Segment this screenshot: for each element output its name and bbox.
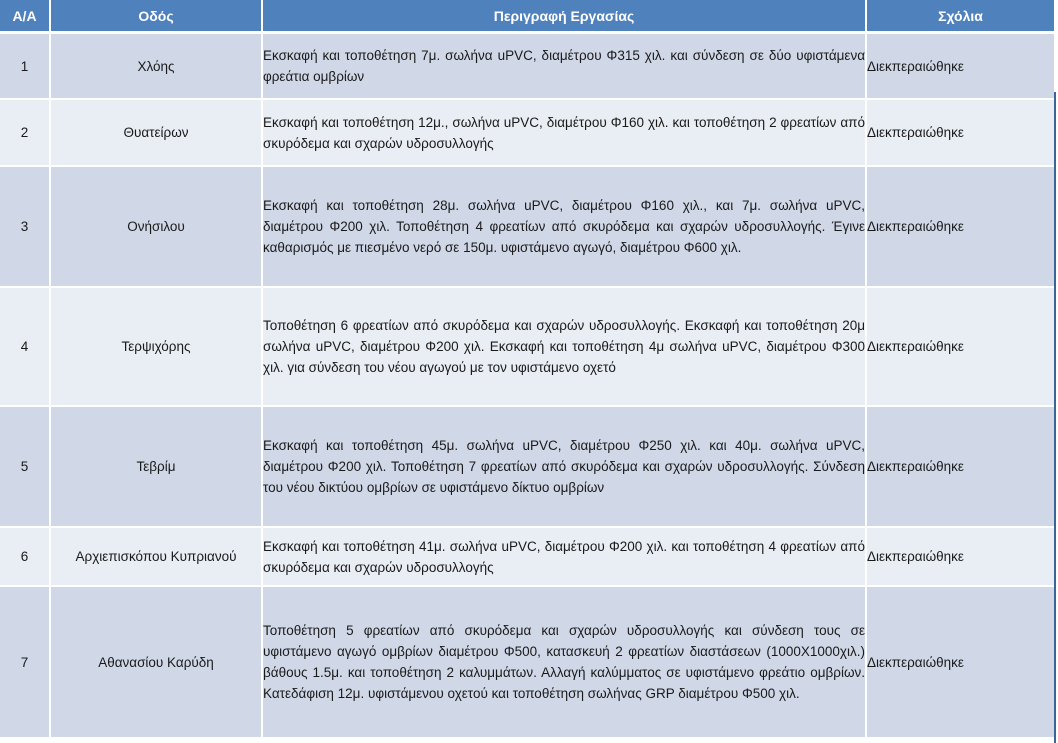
row-street: Τερψιχόρης xyxy=(51,288,263,407)
table-row xyxy=(0,167,1054,288)
slide-right-edge-line xyxy=(1054,92,1056,743)
row-street: Τεβρίμ xyxy=(51,407,263,528)
row-street: Ονήσιλου xyxy=(51,167,263,288)
row-street: Θυατείρων xyxy=(51,100,263,167)
table-row xyxy=(0,407,1054,528)
row-num: 1 xyxy=(0,34,51,100)
row-num: 2 xyxy=(0,100,51,167)
row-num: 5 xyxy=(0,407,51,528)
row-num: 4 xyxy=(0,288,51,407)
row-street: Αθανασίου Καρύδη xyxy=(51,587,263,739)
row-comment: Διεκπεραιώθηκε xyxy=(867,528,1054,587)
row-comment: Διεκπεραιώθηκε xyxy=(867,288,1054,407)
row-comment: Διεκπεραιώθηκε xyxy=(867,587,1054,739)
row-description: Εκσκαφή και τοποθέτηση 28μ. σωλήνα uPVC, διαμέτρου Φ160 χιλ., και 7μ. σωλήνα uPVC, διαμέτρου Φ200 χιλ. Τοποθέτηση 4 φρεατίων από σκυρόδεμα και σχαρών υδροσυλλογής. Έγινε καθαρισμός με πιεσμένο νερό σε 150μ. υφιστάμενο αγωγό, διαμέτρου Φ600 χιλ. xyxy=(263,167,867,288)
row-comment: Διεκπεραιώθηκε xyxy=(867,407,1054,528)
header-description: Περιγραφή Εργασίας xyxy=(263,0,867,34)
table-row xyxy=(0,100,1054,167)
row-description: Εκσκαφή και τοποθέτηση 45μ. σωλήνα uPVC, διαμέτρου Φ250 χιλ. και 40μ. σωλήνα uPVC, διαμέτρου Φ200 χιλ. Τοποθέτηση 7 φρεατίων από σκυρόδεμα και σχαρών υδροσυλλογής. Σύνδεση του νέου δικτύου ομβρίων σε υφιστάμενο δίκτυο ομβρίων xyxy=(263,407,867,528)
row-description: Τοποθέτηση 5 φρεατίων από σκυρόδεμα και σχαρών υδροσυλλογής και σύνδεση τους σε υφιστάμενο αγωγό ομβρίων διαμέτρου Φ500, κατασκευή 2 φρεατίων διαστάσεων (1000X1000χιλ.) βάθους 1.5μ. και τοποθέτηση 2 καλυμμάτων. Αλλαγή καλύμματος σε υφιστάμενο φρεάτιο ομβρίων. Κατεδάφιση 12μ. υφιστάμενου οχετού και τοποθέτηση σωλήνας GRP διαμέτρου Φ500 χιλ. xyxy=(263,587,867,739)
row-description: Τοποθέτηση 6 φρεατίων από σκυρόδεμα και σχαρών υδροσυλλογής. Εκσκαφή και τοποθέτηση 20μ σωλήνα uPVC, διαμέτρου Φ200 χιλ. Εκσκαφή και τοποθέτηση 4μ σωλήνα uPVC, διαμέτρου Φ300 χιλ. για σύνδεση του νέου αγωγού με τον υφιστάμενο οχετό xyxy=(263,288,867,407)
table-row xyxy=(0,34,1054,100)
header-num: Α/Α xyxy=(0,0,51,34)
row-comment: Διεκπεραιώθηκε xyxy=(867,167,1054,288)
table-row xyxy=(0,587,1054,739)
table-row xyxy=(0,528,1054,587)
row-description: Εκσκαφή και τοποθέτηση 7μ. σωλήνα uPVC, διαμέτρου Φ315 χιλ. και σύνδεση σε δύο υφιστάμενα φρεάτια ομβρίων xyxy=(263,34,867,100)
row-description: Εκσκαφή και τοποθέτηση 12μ., σωλήνα uPVC, διαμέτρου Φ160 χιλ. και τοποθέτηση 2 φρεατίων από σκυρόδεμα και σχαρών υδροσυλλογής xyxy=(263,100,867,167)
table-row xyxy=(0,288,1054,407)
row-comment: Διεκπεραιώθηκε xyxy=(867,34,1054,100)
row-street: Αρχιεπισκόπου Κυπριανού xyxy=(51,528,263,587)
header-comments: Σχόλια xyxy=(867,0,1054,34)
row-num: 3 xyxy=(0,167,51,288)
row-comment: Διεκπεραιώθηκε xyxy=(867,100,1054,167)
row-num: 6 xyxy=(0,528,51,587)
header-street: Οδός xyxy=(51,0,263,34)
row-street: Χλόης xyxy=(51,34,263,100)
table-header-row xyxy=(0,0,1054,34)
row-description: Εκσκαφή και τοποθέτηση 41μ. σωλήνα uPVC, διαμέτρου Φ200 χιλ. και τοποθέτηση 4 φρεατίων από σκυρόδεμα και σχαρών υδροσυλλογής xyxy=(263,528,867,587)
row-num: 7 xyxy=(0,587,51,739)
